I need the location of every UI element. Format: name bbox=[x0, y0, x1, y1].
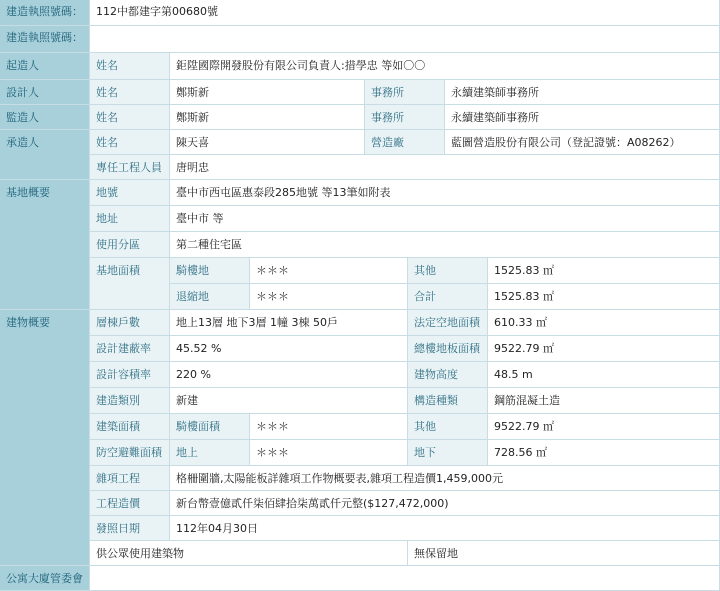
site-other-label: 其他 bbox=[408, 258, 488, 284]
site-total: 1525.83 ㎡ bbox=[488, 284, 720, 310]
designer-section: 設計人 bbox=[0, 80, 90, 105]
contractor-firm-label: 營造廠 bbox=[365, 130, 445, 155]
building-cost: 新台幣壹億貳仟柒佰肆拾柒萬貳仟元整($127,472,000) bbox=[170, 491, 720, 516]
building-above: ＊＊＊ bbox=[250, 440, 408, 466]
site-address: 臺中市 等 bbox=[170, 206, 720, 232]
site-section: 基地概要 bbox=[0, 180, 90, 310]
designer-name: 鄭斯新 bbox=[170, 80, 365, 105]
building-height: 48.5 m bbox=[488, 362, 720, 388]
building-category: 新建 bbox=[170, 388, 408, 414]
contractor-name-label: 姓名 bbox=[90, 130, 170, 155]
contractor-firm: 藍圖營造股份有限公司（登記證號：A08262） bbox=[445, 130, 720, 155]
building-other-area: 9522.79 ㎡ bbox=[488, 414, 720, 440]
building-height-label: 建物高度 bbox=[408, 362, 488, 388]
building-coverage-label: 設計建蔽率 bbox=[90, 336, 170, 362]
contractor-engineer-label: 專任工程人員 bbox=[90, 155, 170, 180]
building-above-label: 地上 bbox=[170, 440, 250, 466]
designer-office-label: 事務所 bbox=[365, 80, 445, 105]
building-build-area-label: 建築面積 bbox=[90, 414, 170, 440]
contractor-name: 陳天喜 bbox=[170, 130, 365, 155]
site-other: 1525.83 ㎡ bbox=[488, 258, 720, 284]
starter-name: 鉅陞國際開發股份有限公司負責人:措學忠 等如〇〇 bbox=[170, 53, 720, 80]
site-zoning-label: 使用分區 bbox=[90, 232, 170, 258]
building-open-label: 法定空地面積 bbox=[408, 310, 488, 336]
permit-number-value: 112中都建字第00680號 bbox=[90, 0, 720, 26]
site-lot-label: 地號 bbox=[90, 180, 170, 206]
supervisor-name: 鄭斯新 bbox=[170, 105, 365, 130]
contractor-engineer: 唐明忠 bbox=[170, 155, 720, 180]
building-floor-area: 9522.79 ㎡ bbox=[488, 336, 720, 362]
supervisor-section: 監造人 bbox=[0, 105, 90, 130]
supervisor-office-label: 事務所 bbox=[365, 105, 445, 130]
starter-section: 起造人 bbox=[0, 53, 90, 80]
building-floors-label: 層棟戶數 bbox=[90, 310, 170, 336]
site-setback-label: 退縮地 bbox=[170, 284, 250, 310]
building-category-label: 建造類別 bbox=[90, 388, 170, 414]
building-floors: 地上13層 地下3層 1幢 3棟 50戶 bbox=[170, 310, 408, 336]
contractor-section: 承造人 bbox=[0, 130, 90, 180]
building-open: 610.33 ㎡ bbox=[488, 310, 720, 336]
building-issue-date: 112年04月30日 bbox=[170, 516, 720, 541]
building-arcade-area: ＊＊＊ bbox=[250, 414, 408, 440]
site-area-label: 基地面積 bbox=[90, 258, 170, 310]
supervisor-office: 永續建築師事務所 bbox=[445, 105, 720, 130]
committee-value bbox=[90, 566, 720, 591]
building-floor-area-label: 總樓地板面積 bbox=[408, 336, 488, 362]
building-cost-label: 工程造價 bbox=[90, 491, 170, 516]
building-below: 728.56 ㎡ bbox=[488, 440, 720, 466]
building-misc: 格柵圍牆,太陽能板詳雜項工作物概要表,雜項工程造價1,459,000元 bbox=[170, 466, 720, 491]
site-setback: ＊＊＊ bbox=[250, 284, 408, 310]
building-public-use: 供公眾使用建築物 bbox=[90, 541, 408, 566]
supervisor-name-label: 姓名 bbox=[90, 105, 170, 130]
designer-office: 永續建築師事務所 bbox=[445, 80, 720, 105]
building-section: 建物概要 bbox=[0, 310, 90, 566]
permit-number-label-2: 建造執照號碼： bbox=[0, 26, 90, 53]
permit-number-label: 建造執照號碼： bbox=[0, 0, 90, 26]
starter-name-label: 姓名 bbox=[90, 53, 170, 80]
building-far: 220 % bbox=[170, 362, 408, 388]
designer-name-label: 姓名 bbox=[90, 80, 170, 105]
building-far-label: 設計容積率 bbox=[90, 362, 170, 388]
building-structure-label: 構造種類 bbox=[408, 388, 488, 414]
building-misc-label: 雜項工程 bbox=[90, 466, 170, 491]
site-address-label: 地址 bbox=[90, 206, 170, 232]
building-other-area-label: 其他 bbox=[408, 414, 488, 440]
building-below-label: 地下 bbox=[408, 440, 488, 466]
building-shelter-label: 防空避難面積 bbox=[90, 440, 170, 466]
building-coverage: 45.52 % bbox=[170, 336, 408, 362]
site-zoning: 第二種住宅區 bbox=[170, 232, 720, 258]
building-structure: 鋼筋混凝土造 bbox=[488, 388, 720, 414]
site-arcade-label: 騎樓地 bbox=[170, 258, 250, 284]
building-issue-label: 發照日期 bbox=[90, 516, 170, 541]
site-lot: 臺中市西屯區惠泰段285地號 等13筆如附表 bbox=[170, 180, 720, 206]
committee-section: 公寓大廈管委會 bbox=[0, 566, 90, 591]
site-arcade: ＊＊＊ bbox=[250, 258, 408, 284]
permit-number-value-2 bbox=[90, 26, 720, 53]
building-reserve: 無保留地 bbox=[408, 541, 720, 566]
site-total-label: 合計 bbox=[408, 284, 488, 310]
building-arcade-area-label: 騎樓面積 bbox=[170, 414, 250, 440]
